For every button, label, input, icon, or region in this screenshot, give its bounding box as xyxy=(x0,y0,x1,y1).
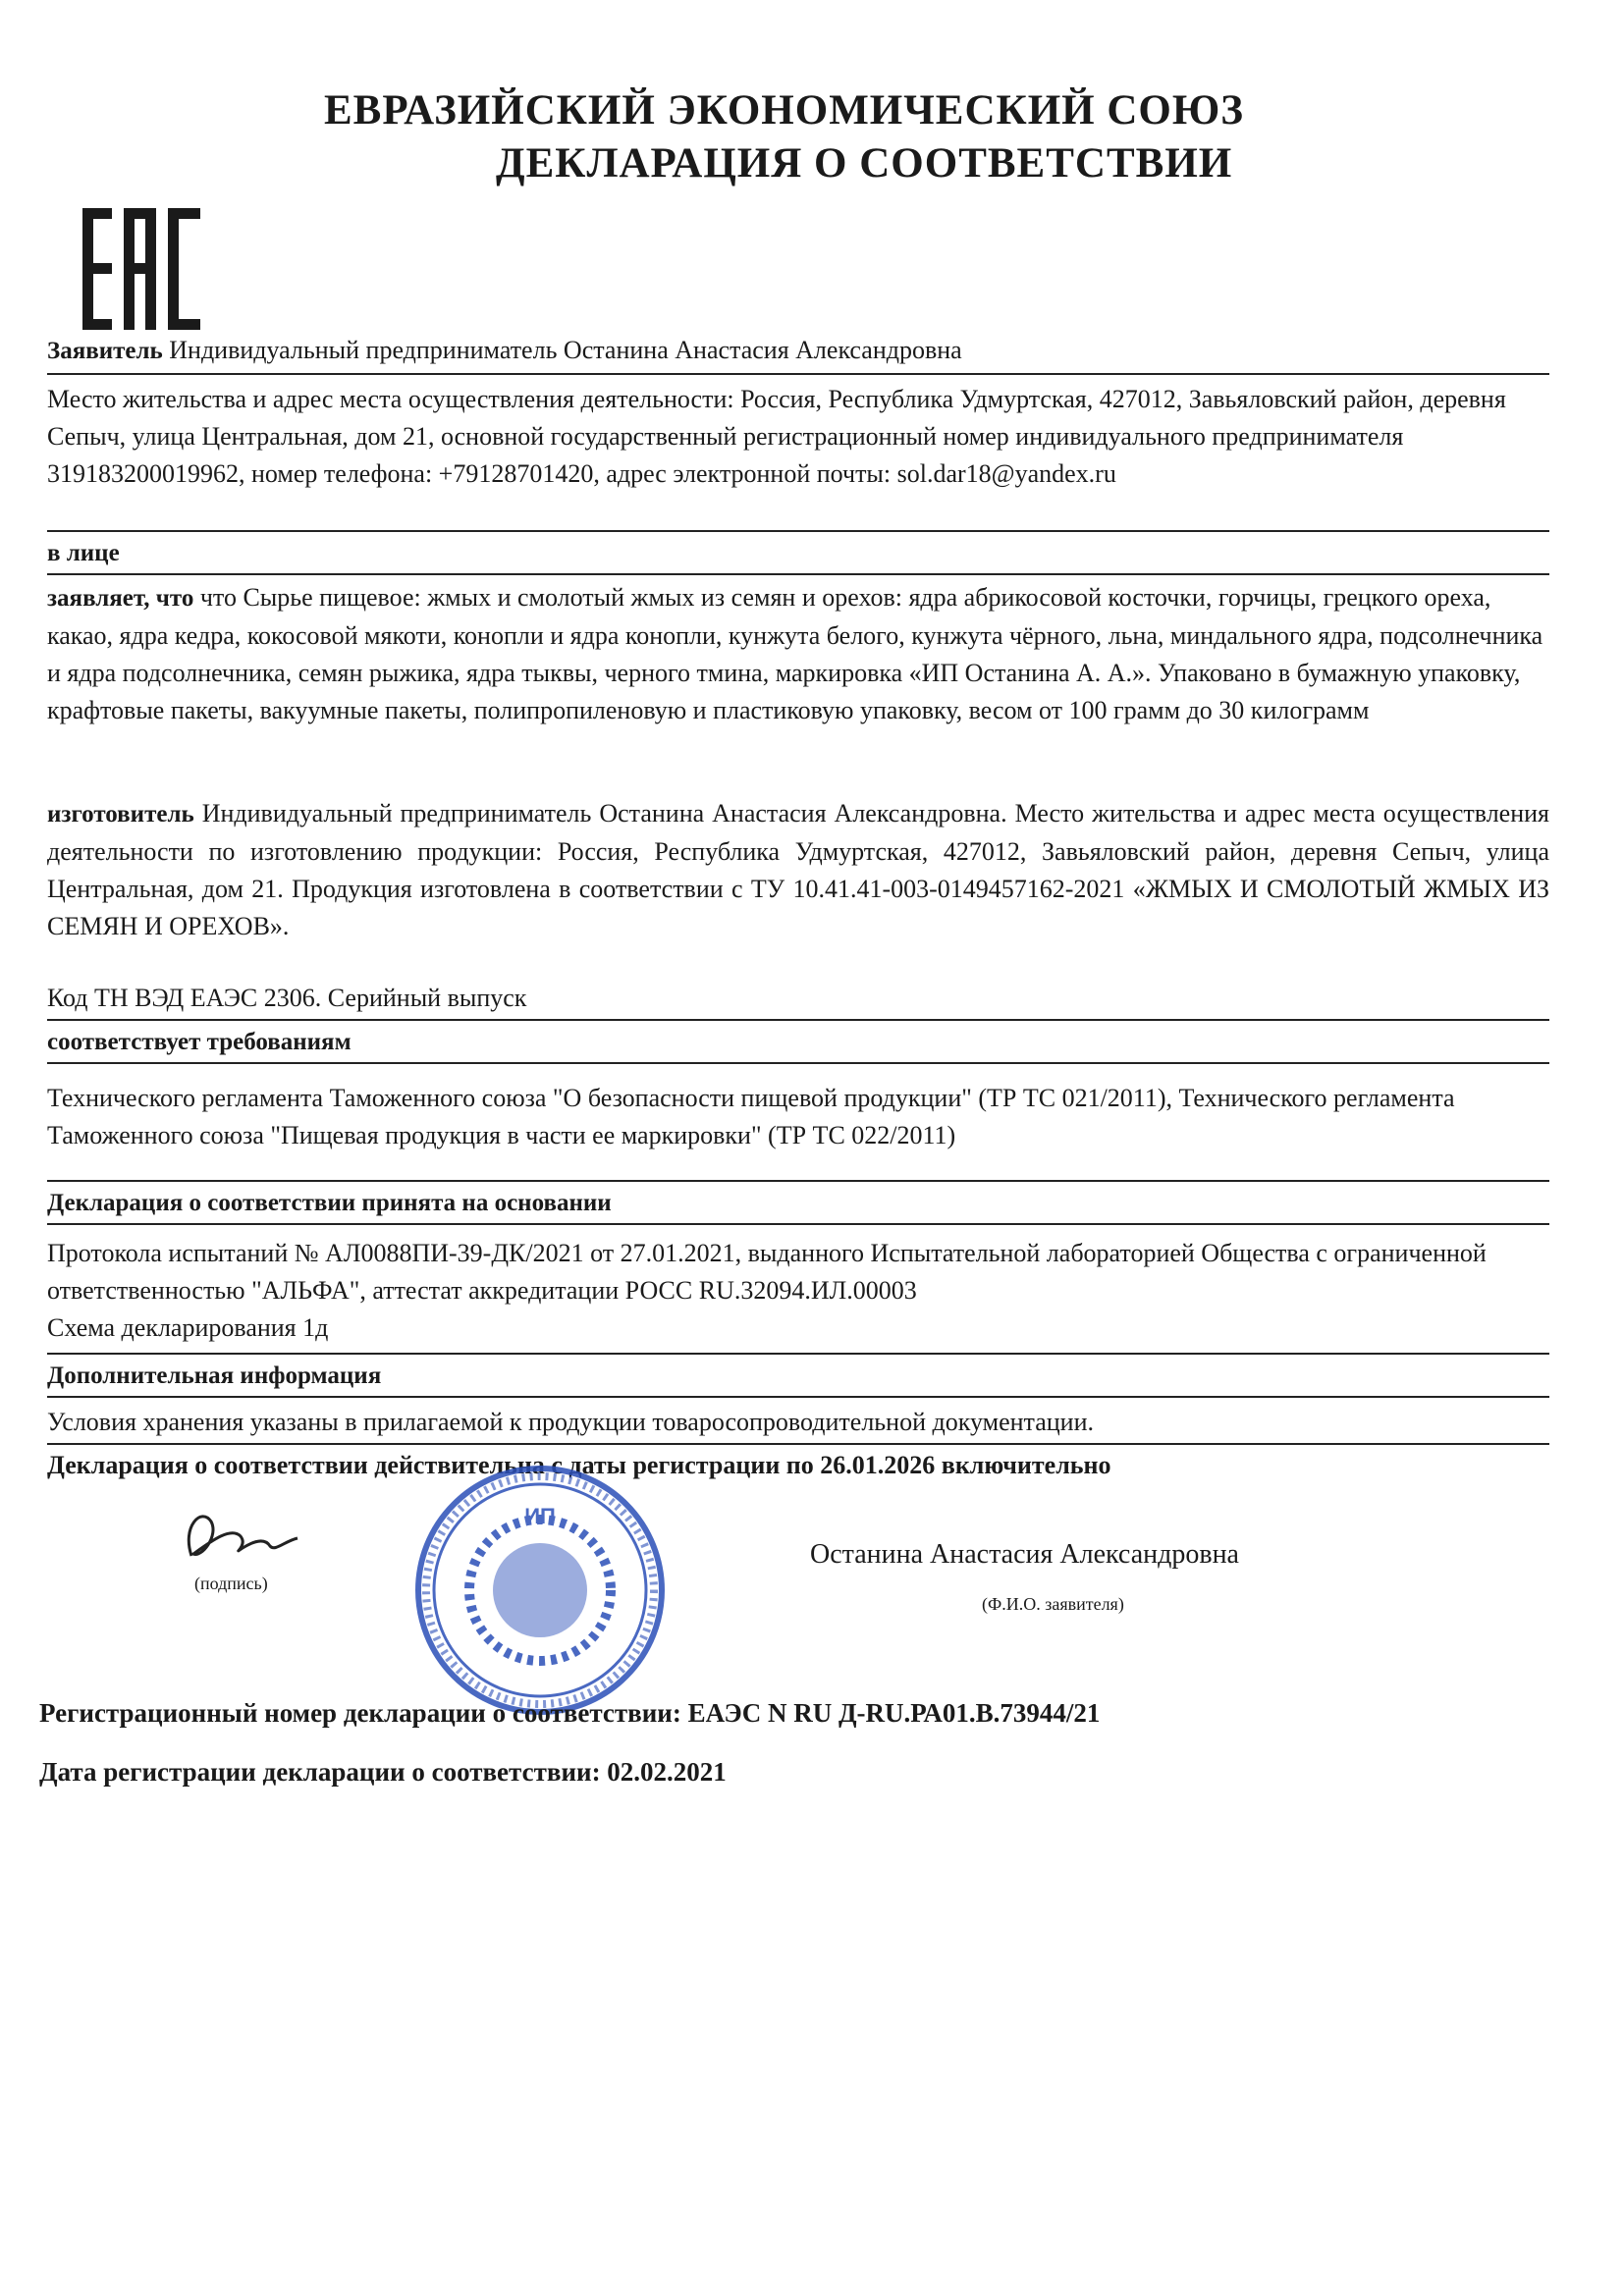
divider xyxy=(47,1180,1549,1182)
registration-number: Регистрационный номер декларации о соответствии: ЕАЭС N RU Д-RU.РА01.В.73944/21 xyxy=(39,1698,1101,1728)
eac-logo xyxy=(82,208,200,330)
scheme-text: Схема декларирования 1д xyxy=(47,1313,329,1342)
basis-label: Декларация о соответствии принята на основании xyxy=(47,1190,612,1216)
document-title: ДЕКЛАРАЦИЯ О СООТВЕТСТВИИ xyxy=(496,140,1233,187)
basis-section xyxy=(47,1184,1549,1222)
declares-text: что Сырье пищевое: жмых и смолотый жмых из семян и орехов: ядра абрикосовой косточки, горчицы, грецкого ореха, какао, ядра кедра, кокосовой мякоти, конопли и ядра конопли, кунжута белого, кунжута чёрного, льна, миндального ядра, подсолнечника и ядра подсолнечника, семян рыжика, ядра тыквы, черного тмина, маркировка «ИП Останина А. А.». Упаковано в бумажную упаковку, крафтовые пакеты, вакуумные пакеты, полипропиленовую и пластиковую упаковку, весом от 100 грамм до 30 килограмм xyxy=(47,583,1543,724)
signature-caption: (подпись) xyxy=(194,1574,268,1593)
address-text: Место жительства и адрес места осуществления деятельности: Россия, Республика Удмуртская, 427012, Завьяловский район, деревня Сепыч, улица Центральная, дом 21, основной государственный регистрационный номер индивидуального предпринимателя 319183200019962, номер телефона: +79128701420, адрес электронной почты: sol.dar18@yandex.ru xyxy=(47,385,1506,488)
divider xyxy=(47,1443,1549,1445)
applicant-label: Заявитель xyxy=(47,338,163,364)
additional-text: Условия хранения указаны в прилагаемой к продукции товаросопроводительной документации. xyxy=(47,1408,1094,1436)
divider xyxy=(47,1223,1549,1225)
manufacturer-text: Индивидуальный предприниматель Останина Анастасия Александровна. Место жительства и адрес места осуществления деятельности по изготовлению продукции: Россия, Республика Удмуртская, 427012, Завьяловский район, деревня Сепыч, улица Центральная, дом 21. Продукция изготовлена в соответствии с ТУ 10.41.41-003-0149457162-2021 «ЖМЫХ И СМОЛОТЫЙ ЖМЫХ ИЗ СЕМЯН И ОРЕХОВ». xyxy=(47,799,1549,940)
additional-body xyxy=(47,1404,1549,1441)
code-text: Код ТН ВЭД ЕАЭС 2306. Серийный выпуск xyxy=(47,984,527,1012)
manufacturer-label: изготовитель xyxy=(47,801,194,828)
divider xyxy=(47,1062,1549,1064)
divider xyxy=(47,530,1549,532)
additional-label: Дополнительная информация xyxy=(47,1362,382,1389)
person-label: в лице xyxy=(47,540,120,566)
registration-date: Дата регистрации декларации о соответствии: 02.02.2021 xyxy=(39,1757,727,1787)
declares-section xyxy=(47,579,1549,729)
validity-text: Декларация о соответствии действительна с даты регистрации по 26.01.2026 включительно xyxy=(47,1451,1111,1479)
divider xyxy=(47,1019,1549,1021)
additional-section xyxy=(47,1357,1549,1395)
requirements-text: Технического регламента Таможенного союза "О безопасности пищевой продукции" (ТР ТС 021/2011), Технического регламента Таможенного союза "Пищевая продукция в части ее маркировки" (ТР ТС 022/2011) xyxy=(47,1084,1455,1149)
stamp-label: ИП xyxy=(524,1504,556,1528)
signature-image xyxy=(172,1497,309,1575)
declares-label: заявляет, что xyxy=(47,585,194,612)
applicant-value: Индивидуальный предприниматель Останина Анастасия Александровна xyxy=(169,336,962,364)
divider xyxy=(47,573,1549,575)
manufacturer-section xyxy=(47,795,1549,945)
person-section xyxy=(47,534,1549,572)
applicant-section xyxy=(47,332,1549,370)
requirements-body xyxy=(47,1080,1549,1154)
divider xyxy=(47,1396,1549,1398)
divider xyxy=(47,1353,1549,1355)
signer-name-caption: (Ф.И.О. заявителя) xyxy=(982,1594,1124,1614)
union-title: ЕВРАЗИЙСКИЙ ЭКОНОМИЧЕСКИЙ СОЮЗ xyxy=(324,87,1244,133)
address-section xyxy=(47,381,1549,493)
divider xyxy=(47,373,1549,375)
validity-section xyxy=(47,1447,1549,1484)
stamp-seal xyxy=(412,1463,668,1718)
signer-name: Останина Анастасия Александровна xyxy=(810,1539,1239,1570)
basis-body xyxy=(47,1235,1549,1347)
code-section xyxy=(47,980,1549,1017)
basis-text: Протокола испытаний № АЛ0088ПИ-39-ДК/2021 от 27.01.2021, выданного Испытательной лабораторией Общества с ограниченной ответственностью "АЛЬФА", аттестат аккредитации РОСС RU.32094.ИЛ.00003 xyxy=(47,1239,1487,1305)
requirements-label: соответствует требованиям xyxy=(47,1029,352,1055)
requirements-section xyxy=(47,1023,1549,1061)
